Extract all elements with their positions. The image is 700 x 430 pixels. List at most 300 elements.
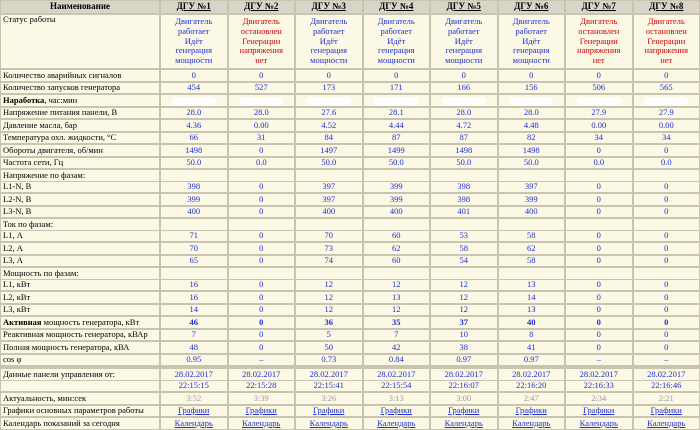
value-cell: 0: [363, 69, 431, 82]
panel-time-row: [0, 380, 700, 393]
value-cell: 0.73: [295, 354, 363, 367]
row-label: L1, А: [0, 230, 160, 243]
row-label: Напряжение питания панели, В: [0, 107, 160, 120]
value-cell: 38: [430, 341, 498, 354]
value-cell: 53: [430, 230, 498, 243]
status-line: остановлен: [578, 25, 620, 36]
value-cell: 27.9: [565, 107, 633, 120]
value-cell: [633, 218, 700, 229]
unit-link[interactable]: ДГУ №2: [244, 1, 279, 12]
status-line: работает: [177, 25, 210, 36]
calendar-link[interactable]: Календарь: [444, 417, 483, 428]
value-cell: 0: [160, 69, 228, 82]
value-cell: 0: [228, 341, 296, 354]
value-cell: 400: [498, 206, 566, 219]
actuality-value: 2:47: [498, 392, 566, 405]
param-row: [0, 304, 700, 317]
value-cell: [160, 218, 228, 229]
value-cell: 0: [565, 255, 633, 268]
status-line: Двигатель: [310, 16, 348, 27]
row-label: L1-N, В: [0, 181, 160, 194]
param-row: [0, 193, 700, 206]
calendar-link[interactable]: Календарь: [512, 417, 551, 428]
value-cell: 401: [430, 206, 498, 219]
value-cell: [160, 94, 228, 107]
row-label-bold: Активная: [3, 316, 42, 327]
value-cell: 60: [363, 230, 431, 243]
status-row: [0, 14, 700, 69]
status-line: мощности: [445, 55, 483, 66]
value-cell: 28.0: [498, 107, 566, 120]
panel-time: 22:16:46: [633, 380, 700, 393]
param-row: [0, 255, 700, 268]
header-unit-2: [228, 0, 296, 14]
param-row: [0, 82, 700, 95]
param-row: [0, 181, 700, 194]
status-line: Двигатель: [175, 16, 213, 27]
link-cell: [633, 417, 700, 430]
status-line: работает: [447, 25, 480, 36]
status-line: Идёт: [387, 35, 406, 46]
redacted-value: [644, 97, 688, 105]
row-label: Полная мощность генератора, кВА: [0, 341, 160, 354]
status-line: генерация: [445, 45, 482, 56]
value-cell: 84: [295, 132, 363, 145]
value-cell: [565, 169, 633, 180]
value-cell: 0: [565, 242, 633, 255]
link-cell: [363, 405, 431, 418]
value-cell: 12: [295, 279, 363, 292]
value-cell: –: [228, 354, 296, 367]
value-cell: 73: [295, 242, 363, 255]
param-row: [0, 279, 700, 292]
actuality-value: 3:26: [295, 392, 363, 405]
param-row: [0, 144, 700, 157]
value-cell: 0: [633, 181, 700, 194]
value-cell: 5: [295, 329, 363, 342]
value-cell: 4.44: [363, 119, 431, 132]
value-cell: 397: [295, 181, 363, 194]
status-cell: [160, 14, 228, 69]
value-cell: 41: [498, 341, 566, 354]
status-cell: [363, 14, 431, 69]
value-cell: 12: [295, 304, 363, 317]
value-cell: 31: [228, 132, 296, 145]
status-line: работает: [515, 25, 548, 36]
value-cell: [633, 267, 700, 278]
value-cell: 16: [160, 279, 228, 292]
value-cell: 0: [565, 279, 633, 292]
row-label: L2, А: [0, 242, 160, 255]
value-cell: 34: [633, 132, 700, 145]
value-cell: 71: [160, 230, 228, 243]
value-cell: 7: [363, 329, 431, 342]
row-label: Температура охл. жидкости, °С: [0, 132, 160, 145]
value-cell: 60: [363, 255, 431, 268]
row-label: L3-N, В: [0, 206, 160, 219]
value-cell: 87: [363, 132, 431, 145]
value-cell: 13: [363, 291, 431, 304]
value-cell: [295, 267, 363, 278]
value-cell: [633, 94, 700, 107]
value-cell: 50: [295, 341, 363, 354]
value-cell: 40: [498, 316, 566, 329]
charts-link[interactable]: Графики: [380, 405, 412, 416]
redacted-value: [442, 97, 486, 105]
row-label-bold: Наработка: [3, 94, 45, 105]
status-line: Двигатель: [580, 16, 618, 27]
unit-link[interactable]: ДГУ №8: [649, 1, 684, 12]
unit-link[interactable]: ДГУ №7: [581, 1, 616, 12]
status-cell: [228, 14, 296, 69]
value-cell: 16: [160, 291, 228, 304]
value-cell: 7: [160, 329, 228, 342]
value-cell: [498, 267, 566, 278]
status-line: остановлен: [240, 25, 282, 36]
row-label: Количество аварийных сигналов: [0, 69, 160, 82]
row-label: Актуальность, мин:сек: [0, 392, 160, 405]
status-cell: [633, 14, 700, 69]
param-row: [0, 94, 700, 107]
value-cell: [363, 94, 431, 107]
status-line: мощности: [310, 55, 348, 66]
value-cell: 399: [160, 193, 228, 206]
status-line: мощности: [377, 55, 415, 66]
redacted-value: [172, 97, 216, 105]
panel-date: 28.02.2017: [160, 368, 228, 379]
charts-link[interactable]: Графики: [448, 405, 480, 416]
redacted-value: [239, 97, 283, 105]
value-cell: [498, 169, 566, 180]
status-line: Двигатель: [242, 16, 280, 27]
value-cell: 1498: [160, 144, 228, 157]
value-cell: 0: [565, 291, 633, 304]
param-row: [0, 119, 700, 132]
value-cell: 58: [430, 242, 498, 255]
value-cell: [430, 267, 498, 278]
value-cell: 4.36: [160, 119, 228, 132]
value-cell: [228, 94, 296, 107]
charts-link[interactable]: Графики: [313, 405, 345, 416]
value-cell: 87: [430, 132, 498, 145]
link-cell: [160, 417, 228, 430]
value-cell: [498, 218, 566, 229]
actuality-value: 2:34: [565, 392, 633, 405]
value-cell: 166: [430, 82, 498, 95]
actuality-value: 3:52: [160, 392, 228, 405]
row-label-rest: мощность генератора, кВт: [41, 316, 140, 327]
status-line: Генерации: [242, 35, 281, 46]
row-label: Статус работы: [0, 14, 160, 69]
value-cell: 0.00: [633, 119, 700, 132]
value-cell: 36: [295, 316, 363, 329]
charts-link[interactable]: Графики: [515, 405, 547, 416]
value-cell: 0: [633, 242, 700, 255]
group-heading-row: [0, 267, 700, 278]
value-cell: 0: [565, 69, 633, 82]
row-label: Напряжение по фазам:: [0, 169, 160, 180]
value-cell: 4.48: [498, 119, 566, 132]
status-line: Идёт: [319, 35, 338, 46]
value-cell: 74: [295, 255, 363, 268]
value-cell: 28.1: [363, 107, 431, 120]
row-label: Графики основных параметров работы: [0, 405, 160, 418]
calendar-row: [0, 417, 700, 430]
calendar-link[interactable]: Календарь: [377, 417, 416, 428]
value-cell: [295, 218, 363, 229]
calendar-link[interactable]: Календарь: [174, 417, 213, 428]
panel-time: 22:15:15: [160, 380, 228, 393]
value-cell: 34: [565, 132, 633, 145]
value-cell: [363, 267, 431, 278]
unit-link[interactable]: ДГУ №4: [379, 1, 414, 12]
table-body: [0, 14, 700, 430]
value-cell: 0: [633, 255, 700, 268]
status-line: генерация: [513, 45, 550, 56]
value-cell: [498, 94, 566, 107]
value-cell: 12: [363, 279, 431, 292]
value-cell: 0: [633, 316, 700, 329]
value-cell: [160, 169, 228, 180]
value-cell: 58: [498, 230, 566, 243]
value-cell: 0: [633, 341, 700, 354]
calendar-link[interactable]: Календарь: [579, 417, 618, 428]
group-heading-row: [0, 169, 700, 180]
row-label: Частота сети, Гц: [0, 157, 160, 170]
value-cell: 27.9: [633, 107, 700, 120]
value-cell: 506: [565, 82, 633, 95]
value-cell: 0: [633, 329, 700, 342]
panel-time: 22:15:28: [228, 380, 296, 393]
status-line: Двигатель: [377, 16, 415, 27]
status-line: Идёт: [454, 35, 473, 46]
value-cell: 0: [565, 230, 633, 243]
panel-date: 28.02.2017: [633, 368, 700, 379]
row-label: L3, кВт: [0, 304, 160, 317]
param-row: [0, 242, 700, 255]
panel-time: 22:15:41: [295, 380, 363, 393]
panel-date-row: [0, 368, 700, 379]
charts-link[interactable]: Графики: [583, 405, 615, 416]
value-cell: 398: [430, 193, 498, 206]
value-cell: 50.0: [295, 157, 363, 170]
row-label: Мощность по фазам:: [0, 267, 160, 278]
redacted-value: [509, 97, 553, 105]
header-unit-6: [498, 0, 566, 14]
value-cell: 0: [228, 255, 296, 268]
value-cell: 0.95: [160, 354, 228, 367]
value-cell: 0: [633, 291, 700, 304]
value-cell: 35: [363, 316, 431, 329]
row-label: [0, 316, 160, 329]
value-cell: 12: [430, 304, 498, 317]
value-cell: 50.0: [430, 157, 498, 170]
status-line: Генерации: [579, 35, 618, 46]
value-cell: 454: [160, 82, 228, 95]
status-line: нет: [255, 55, 268, 66]
unit-link[interactable]: ДГУ №6: [514, 1, 549, 12]
panel-date: 28.02.2017: [295, 368, 363, 379]
value-cell: 0: [228, 206, 296, 219]
value-cell: 527: [228, 82, 296, 95]
panel-time: 22:16:07: [430, 380, 498, 393]
value-cell: 399: [363, 181, 431, 194]
value-cell: 0: [633, 279, 700, 292]
status-line: работает: [380, 25, 413, 36]
panel-date: 28.02.2017: [228, 368, 296, 379]
status-cell: [430, 14, 498, 69]
value-cell: 171: [363, 82, 431, 95]
charts-link[interactable]: Графики: [178, 405, 210, 416]
value-cell: 398: [430, 181, 498, 194]
value-cell: 0: [565, 304, 633, 317]
value-cell: 0: [633, 69, 700, 82]
unit-link[interactable]: ДГУ №1: [176, 1, 211, 12]
unit-link[interactable]: ДГУ №3: [311, 1, 346, 12]
header-unit-4: [363, 0, 431, 14]
value-cell: 62: [498, 242, 566, 255]
value-cell: 54: [430, 255, 498, 268]
value-cell: [363, 169, 431, 180]
param-row: [0, 354, 700, 367]
param-row: [0, 230, 700, 243]
value-cell: 14: [498, 291, 566, 304]
value-cell: 10: [430, 329, 498, 342]
row-label: Обороты двигателя, об/мин: [0, 144, 160, 157]
actuality-row: [0, 392, 700, 405]
row-label: Ток по фазам:: [0, 218, 160, 229]
value-cell: 4.52: [295, 119, 363, 132]
value-cell: 400: [295, 206, 363, 219]
value-cell: 8: [498, 329, 566, 342]
value-cell: 0: [633, 230, 700, 243]
value-cell: 66: [160, 132, 228, 145]
value-cell: 48: [160, 341, 228, 354]
status-line: нет: [660, 55, 673, 66]
panel-time: 22:16:20: [498, 380, 566, 393]
value-cell: [228, 169, 296, 180]
header-unit-5: [430, 0, 498, 14]
status-line: Идёт: [522, 35, 541, 46]
value-cell: [363, 218, 431, 229]
value-cell: 400: [160, 206, 228, 219]
value-cell: 28.0: [430, 107, 498, 120]
calendar-link[interactable]: Календарь: [309, 417, 348, 428]
value-cell: 12: [430, 279, 498, 292]
unit-link[interactable]: ДГУ №5: [446, 1, 481, 12]
value-cell: 0.97: [430, 354, 498, 367]
value-cell: 0: [228, 181, 296, 194]
value-cell: 397: [498, 181, 566, 194]
group-heading-row: [0, 218, 700, 229]
value-cell: 12: [363, 304, 431, 317]
value-cell: 0.0: [633, 157, 700, 170]
param-row: [0, 69, 700, 82]
status-cell: [498, 14, 566, 69]
value-cell: [565, 94, 633, 107]
panel-date: 28.02.2017: [430, 368, 498, 379]
value-cell: 1498: [430, 144, 498, 157]
redacted-value: [307, 97, 351, 105]
value-cell: 46: [160, 316, 228, 329]
value-cell: 62: [363, 242, 431, 255]
value-cell: 0: [633, 304, 700, 317]
value-cell: 0: [228, 304, 296, 317]
value-cell: 400: [363, 206, 431, 219]
row-label: Давление масла, бар: [0, 119, 160, 132]
value-cell: 13: [498, 304, 566, 317]
value-cell: 0: [565, 181, 633, 194]
row-label: L2, кВт: [0, 291, 160, 304]
link-cell: [565, 417, 633, 430]
link-cell: [430, 405, 498, 418]
actuality-value: 3:13: [363, 392, 431, 405]
value-cell: 27.6: [295, 107, 363, 120]
value-cell: 50.0: [498, 157, 566, 170]
param-row: [0, 206, 700, 219]
status-line: напряжения: [644, 45, 688, 56]
charts-row: [0, 405, 700, 418]
value-cell: –: [633, 354, 700, 367]
link-cell: [565, 405, 633, 418]
charts-link[interactable]: Графики: [245, 405, 277, 416]
header-name: Наименование: [0, 0, 160, 14]
calendar-link[interactable]: Календарь: [242, 417, 281, 428]
value-cell: 70: [295, 230, 363, 243]
row-label: L3, А: [0, 255, 160, 268]
calendar-link[interactable]: Календарь: [647, 417, 686, 428]
link-cell: [430, 417, 498, 430]
value-cell: 50.0: [363, 157, 431, 170]
value-cell: [430, 94, 498, 107]
value-cell: 0: [633, 144, 700, 157]
value-cell: 0.0: [228, 157, 296, 170]
value-cell: [228, 218, 296, 229]
header-unit-8: [633, 0, 700, 14]
status-cell: [565, 14, 633, 69]
value-cell: 12: [430, 291, 498, 304]
value-cell: 0: [565, 329, 633, 342]
value-cell: 0: [565, 316, 633, 329]
value-cell: [160, 267, 228, 278]
status-line: работает: [312, 25, 345, 36]
status-line: Идёт: [184, 35, 203, 46]
status-line: напряжения: [239, 45, 283, 56]
value-cell: 399: [363, 193, 431, 206]
header-row: [0, 0, 700, 14]
status-line: генерация: [175, 45, 212, 56]
value-cell: 82: [498, 132, 566, 145]
header-unit-1: [160, 0, 228, 14]
status-line: генерация: [378, 45, 415, 56]
value-cell: 42: [363, 341, 431, 354]
row-label-empty: [0, 380, 160, 393]
link-cell: [633, 405, 700, 418]
value-cell: 0: [430, 69, 498, 82]
value-cell: 0: [228, 279, 296, 292]
value-cell: 0: [565, 144, 633, 157]
panel-date: 28.02.2017: [498, 368, 566, 379]
value-cell: 0: [228, 193, 296, 206]
value-cell: [295, 94, 363, 107]
value-cell: 0.00: [228, 119, 296, 132]
row-label: Реактивная мощность генератора, кВАр: [0, 329, 160, 342]
value-cell: 0: [228, 291, 296, 304]
value-cell: 37: [430, 316, 498, 329]
row-label: Количество запусков генератора: [0, 82, 160, 95]
charts-link[interactable]: Графики: [650, 405, 682, 416]
param-row: [0, 341, 700, 354]
